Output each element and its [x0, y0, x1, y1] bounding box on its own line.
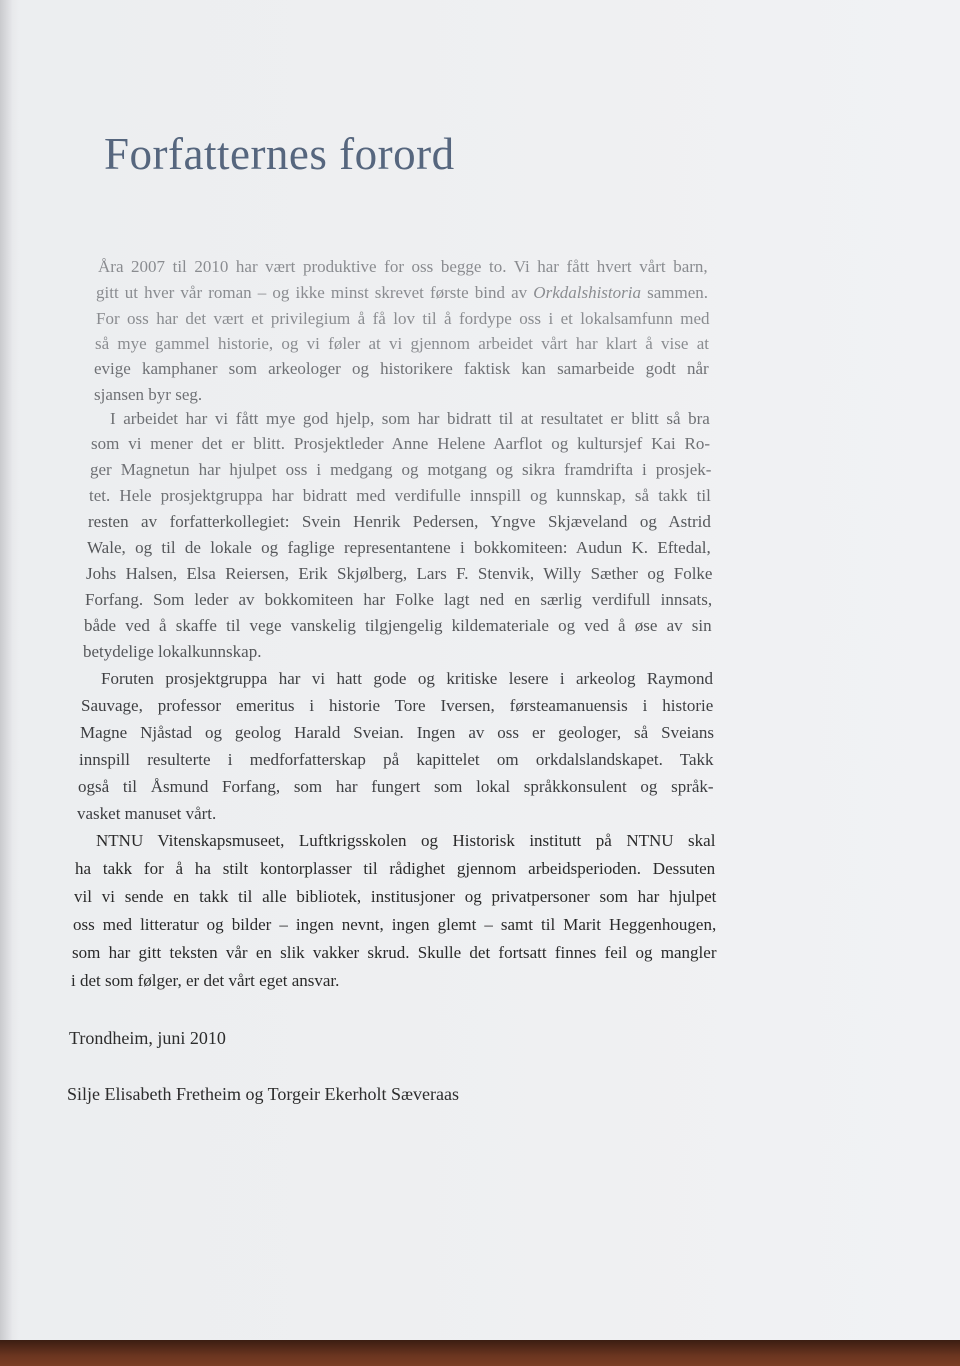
- text-line: vasket manuset vårt.: [77, 804, 217, 823]
- text-line: i det som følger, er det vårt eget ansvar.: [71, 971, 340, 990]
- text-line: ha takk for å ha stilt kontorplasser til rådighet gjennom arbeidsperioden. Dessuten: [75, 859, 716, 878]
- text-line: Åra 2007 til 2010 har vært produktive for oss begge to. Vi har fått hvert vårt barn,: [98, 257, 708, 276]
- text-line: sjansen byr seg.: [94, 385, 203, 404]
- text-line: både ved å skaffe til vege vanskelig tilgjengelig kildemateriale og ved å øse av sin: [84, 616, 712, 635]
- text-line: også til Åsmund Forfang, som har fungert som lokal språkkonsulent og språk-: [78, 777, 714, 796]
- text-line: Magne Njåstad og geolog Harald Sveian. Ingen av oss er geologer, så Sveians: [80, 723, 714, 742]
- text-line: som har gitt teksten vår en slik vakker skrud. Skulle det fortsatt finnes feil og mangler: [72, 943, 717, 962]
- text-line: betydelige lokalkunnskap.: [83, 642, 262, 661]
- text-line: oss med litteratur og bilder – ingen nevnt, ingen glemt – samt til Marit Heggenhougen,: [73, 915, 717, 934]
- text-line: resten av forfatterkollegiet: Svein Henrik Pedersen, Yngve Skjæveland og Astrid: [88, 512, 711, 531]
- text-line: For oss har det vært et privilegium å få lov til å fordype oss i et lokalsamfunn med: [96, 309, 710, 328]
- place-date: Trondheim, juni 2010: [69, 1028, 226, 1048]
- foreword-body: [0, 250, 960, 1010]
- text-line: ger Magnetun har hjulpet oss i medgang og motgang og sikra framdrifta i prosjek-: [90, 460, 712, 479]
- text-line: innspill resulterte i medforfatterskap på kapittelet om orkdalslandskapet. Takk: [79, 750, 714, 769]
- text-line: I arbeidet har vi fått mye god hjelp, som har bidratt til at resultatet er blitt så bra: [110, 409, 710, 428]
- text-line: Johs Halsen, Elsa Reiersen, Erik Skjølberg, Lars F. Stenvik, Willy Sæther og Folke: [86, 564, 713, 583]
- author-signature: Silje Elisabeth Fretheim og Torgeir Ekerholt Sæveraas: [67, 1084, 460, 1104]
- text-line: vil vi sende en takk til alle bibliotek, institusjoner og privatpersoner som har hjulpet: [74, 887, 717, 906]
- text-line: gitt ut hver vår roman – og ikke minst skrevet første bind av Orkdalshistoria sammen.: [96, 283, 708, 302]
- text-line: evige kamphaner som arkeologer og historikere faktisk kan samarbeide godt når: [94, 359, 709, 378]
- text-line: Forfang. Som leder av bokkomiteen har Folke lagt ned en særlig verdifull innsats,: [85, 590, 713, 609]
- text-line: så mye gammel historie, og vi føler at vi gjennom arbeidet vårt har klart å vise at: [95, 334, 709, 353]
- text-line: tet. Hele prosjektgruppa har bidratt med verdifulle innspill og kunnskap, så takk til: [89, 486, 711, 505]
- book-title-italic: Orkdalshistoria: [533, 283, 641, 302]
- text-line: som vi mener det er blitt. Prosjektleder Anne Helene Aarflot og kultursjef Kai Ro-: [91, 434, 711, 453]
- table-surface: [0, 1340, 960, 1366]
- text-line: Sauvage, professor emeritus i historie Tore Iversen, førsteamanuensis i historie: [81, 696, 714, 715]
- page-title: Forfatternes forord: [104, 129, 455, 179]
- text-line: NTNU Vitenskapsmuseet, Luftkrigsskolen og Historisk institutt på NTNU skal: [96, 831, 716, 850]
- text-line: Wale, og til de lokale og faglige representantene i bokkomiteen: Audun K. Eftedal,: [87, 538, 711, 557]
- text-line: Foruten prosjektgruppa har vi hatt gode og kritiske lesere i arkeolog Raymond: [101, 669, 713, 688]
